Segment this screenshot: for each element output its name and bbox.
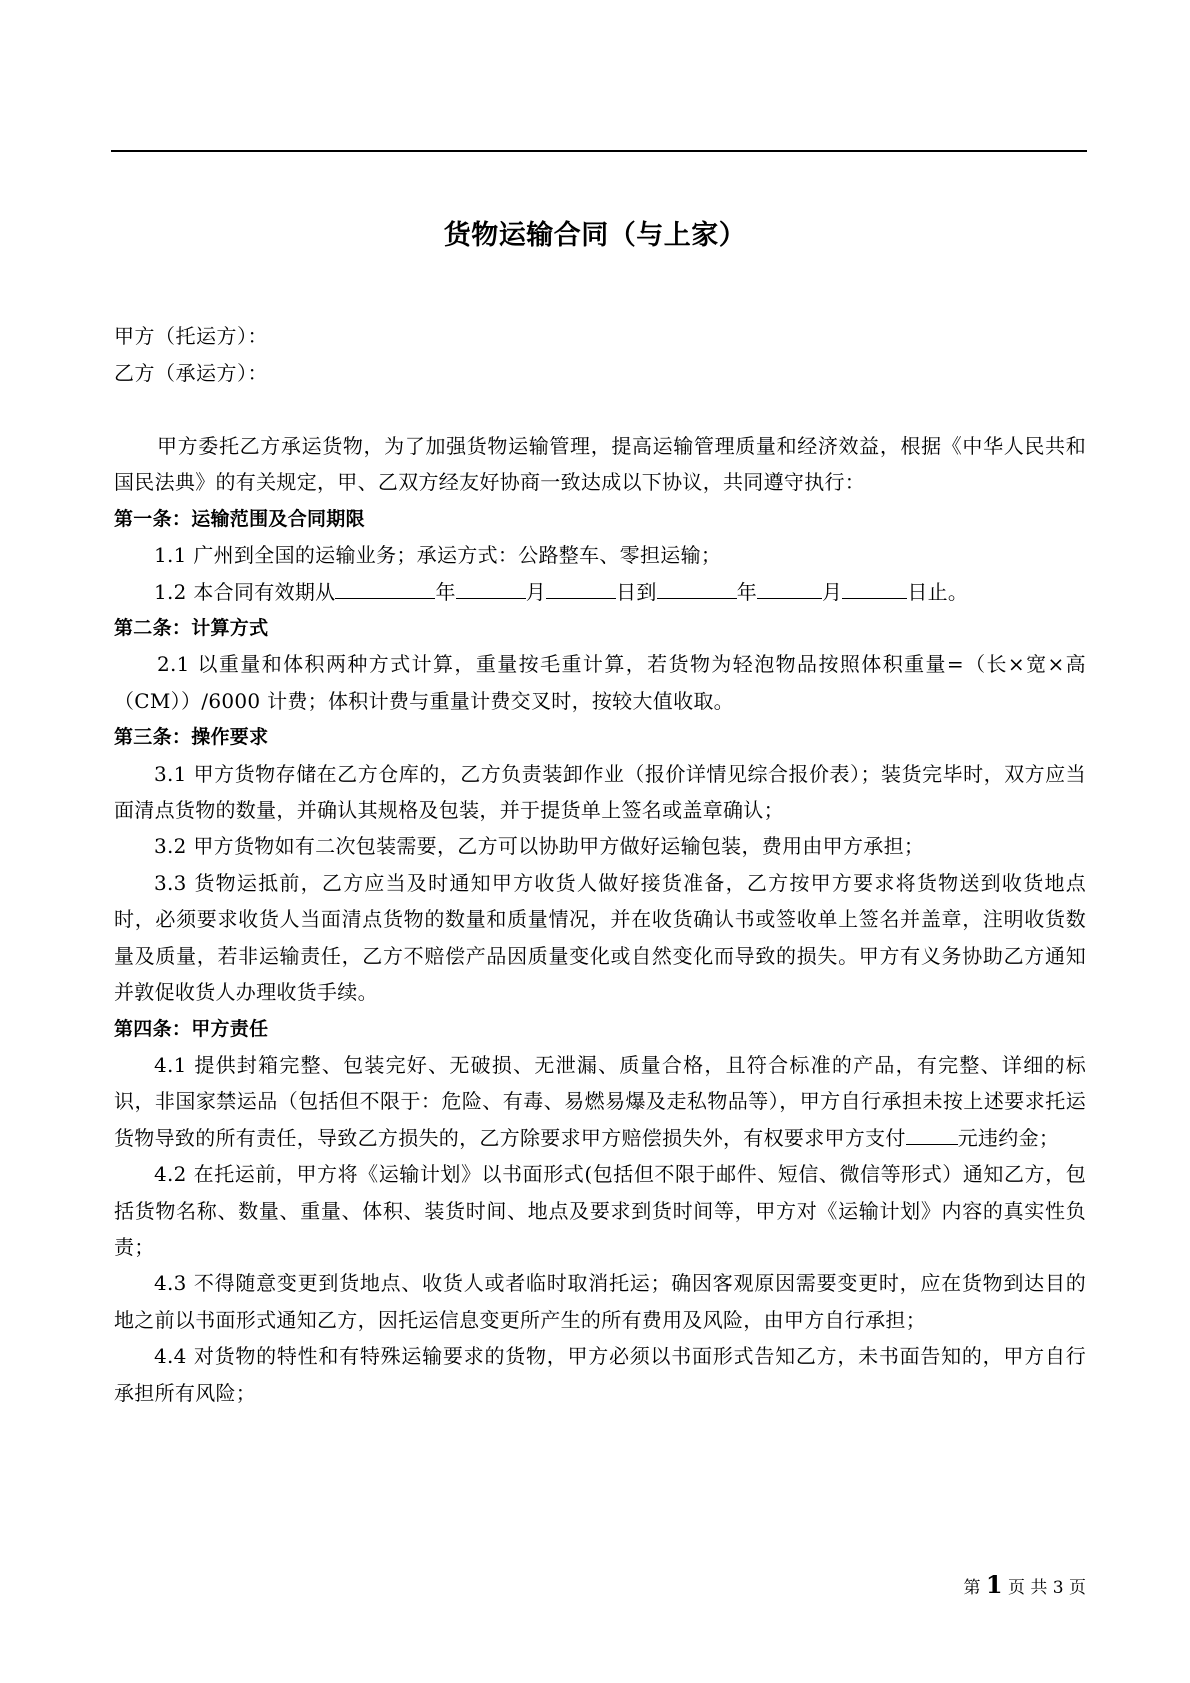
end-month-label: 月 <box>822 579 843 604</box>
day-end-label: 日止。 <box>907 579 969 604</box>
article-1-heading: 第一条：运输范围及合同期限 <box>114 507 365 530</box>
page-mid: 页 共 <box>1007 1578 1048 1598</box>
page-suffix: 页 <box>1069 1578 1086 1598</box>
end-month-blank[interactable] <box>757 576 822 599</box>
document-title: 货物运输合同（与上家） <box>443 220 747 251</box>
clause-4-3: 4.3 不得随意变更到货地点、收货人或者临时取消托运；确因客观原因需要变更时，应在货物到达目的地之前以书面形式通知乙方，因托运信息变更所产生的所有费用及风险，由甲方自行承担； <box>114 1271 1086 1332</box>
penalty-amount-blank[interactable] <box>906 1122 958 1145</box>
article-2-heading: 第二条：计算方式 <box>114 617 269 640</box>
month-label: 月 <box>525 579 547 604</box>
clause-4-1-suffix: 元违约金； <box>957 1125 1060 1150</box>
year-label: 年 <box>435 579 456 604</box>
start-month-blank[interactable] <box>456 576 526 599</box>
clause-1-1: 1.1 广州到全国的运输业务；承运方式：公路整车、零担运输； <box>154 543 722 568</box>
clause-3-1: 3.1 甲方货物存储在乙方仓库的，乙方负责装卸作业（报价详情见综合报价表）；装货完毕时，双方应当面清点货物的数量，并确认其规格及包装，并于提货单上签名或盖章确认； <box>114 761 1086 823</box>
clause-1-2 <box>114 574 1086 610</box>
header-rule <box>111 150 1087 152</box>
current-page-number: 1 <box>985 1570 1003 1599</box>
party-b-label: 乙方（承运方）： <box>114 361 268 385</box>
end-year-label: 年 <box>736 579 758 604</box>
article-3-heading: 第三条：操作要求 <box>114 726 269 749</box>
party-a-label: 甲方（托运方）： <box>114 324 268 348</box>
contract-body <box>114 428 1086 1411</box>
start-day-blank[interactable] <box>546 576 616 599</box>
end-year-blank[interactable] <box>657 576 737 599</box>
intro-paragraph: 甲方委托乙方承运货物，为了加强货物运输管理，提高运输管理质量和经济效益，根据《中华人民共和国民法典》的有关规定，甲、乙双方经友好协商一致达成以下协议，共同遵守执行： <box>114 434 1086 495</box>
article-4-heading: 第四条：甲方责任 <box>114 1017 269 1040</box>
page-prefix: 第 <box>963 1578 981 1598</box>
start-year-blank[interactable] <box>335 576 435 599</box>
clause-4-4: 4.4 对货物的特性和有特殊运输要求的货物，甲方必须以书面形式告知乙方，未书面告知的，甲方自行承担所有风险； <box>114 1344 1086 1405</box>
clause-3-3: 3.3 货物运抵前，乙方应当及时通知甲方收货人做好接货准备，乙方按甲方要求将货物送到收货地点时，必须要求收货人当面清点货物的数量和质量情况，并在收货确认书或签收单上签名并盖章，注明收货数量及质量，若非运输责任，乙方不赔偿产品因质量变化或自然变化而导致的损失。甲方有义务协助乙方通知并敦促收货人办理收货手续。 <box>114 870 1086 1005</box>
day-to-label: 日到 <box>616 579 657 604</box>
clause-2-1: 2.1 以重量和体积两种方式计算，重量按毛重计算，若货物为轻泡物品按照体积重量=（长×宽×高（CM））/6000 计费；体积计费与重量计费交叉时，按较大值收取。 <box>114 652 1086 713</box>
clause-4-1 <box>114 1047 1086 1156</box>
clause-3-2: 3.2 甲方货物如有二次包装需要，乙方可以协助甲方做好运输包装，费用由甲方承担； <box>154 834 925 859</box>
clause-1-2-prefix: 1.2 本合同有效期从 <box>154 579 336 604</box>
total-page-count: 3 <box>1052 1578 1064 1598</box>
clause-4-1-text: 4.1 提供封箱完整、包装完好、无破损、无泄漏、质量合格，且符合标准的产品，有完整、详细的标识，非国家禁运品（包括但不限于：危险、有毒、易燃易爆及走私物品等），甲方自行承担未按上述要求托运货物导致的所有责任，导致乙方损失的，乙方除要求甲方赔偿损失外，有权要求甲方支付 <box>114 1052 1086 1150</box>
end-day-blank[interactable] <box>842 576 907 599</box>
page-footer <box>963 1570 1086 1599</box>
clause-4-2: 4.2 在托运前，甲方将《运输计划》以书面形式(包括但不限于邮件、短信、微信等形式）通知乙方，包括货物名称、数量、重量、体积、装货时间、地点及要求到货时间等，甲方对《运输计划》内容的真实性负责； <box>114 1162 1086 1259</box>
